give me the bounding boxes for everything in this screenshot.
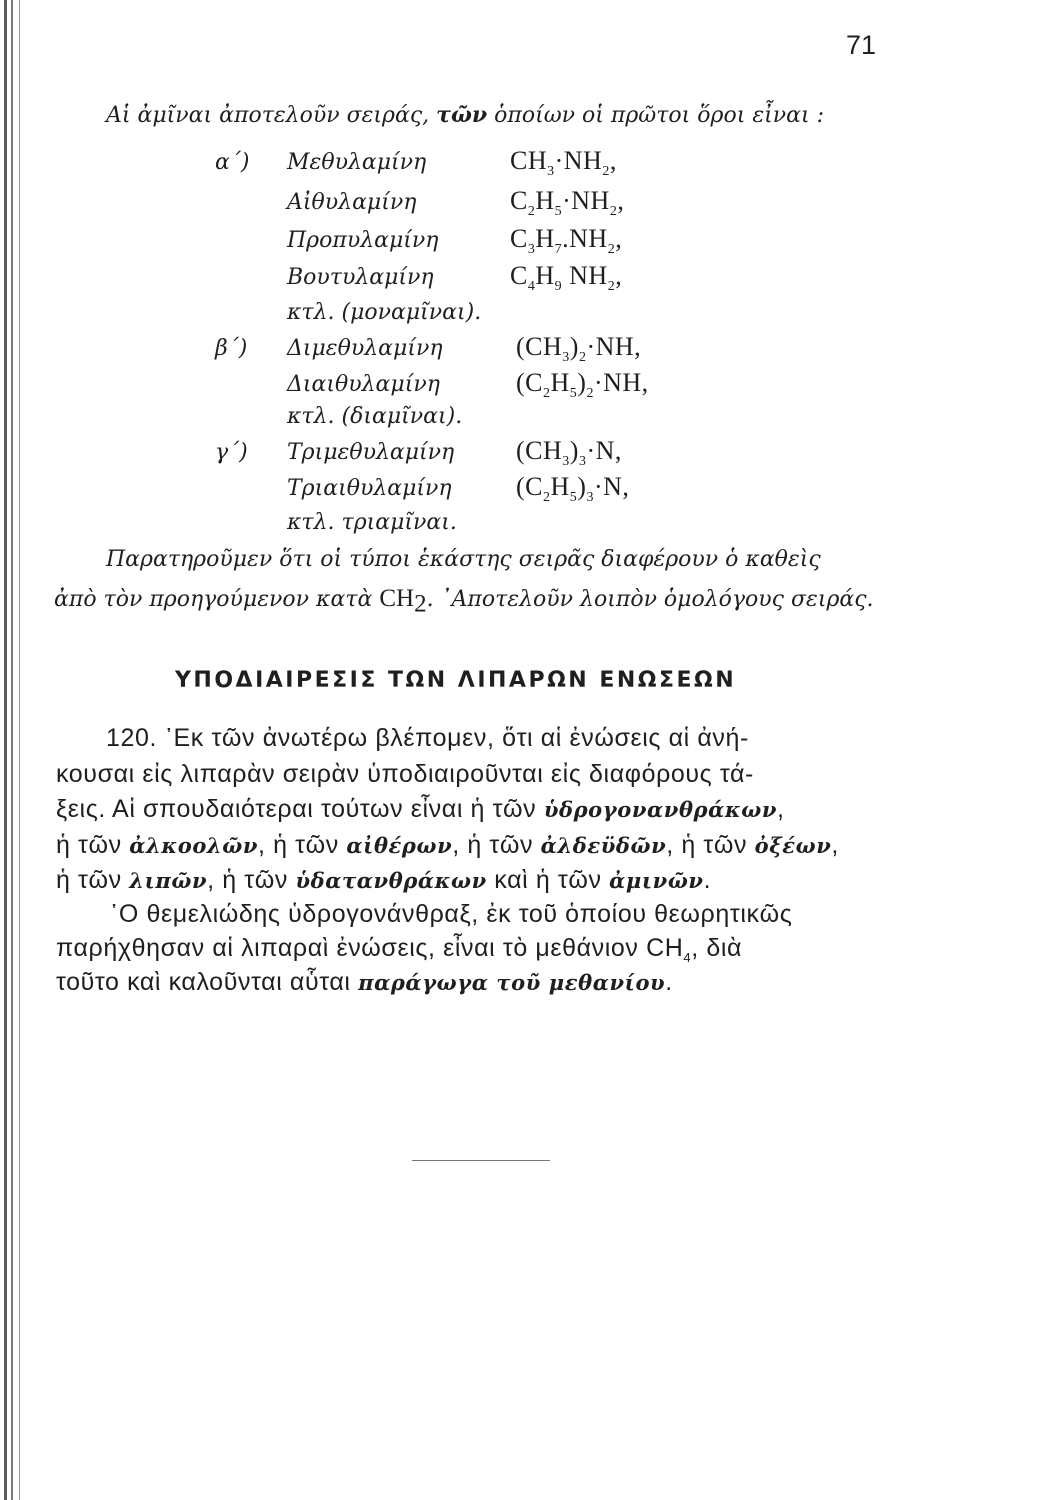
series-label: β΄) bbox=[215, 336, 248, 361]
end-rule bbox=[412, 1160, 550, 1161]
para1-line-2: κουσαι εἰς λιπαρὰν σειρὰν ὑποδιαιροῦνται εἰς διαφόρους τά- bbox=[56, 760, 754, 788]
emph-term: ἀλδεϋδῶν bbox=[540, 833, 667, 858]
amine-formula: $(C_2H_5)_2\cdot NH$, bbox=[516, 368, 649, 402]
intro-rest: ὁποίων οἱ πρῶτοι ὅροι εἶναι : bbox=[487, 103, 825, 128]
emph-term: παράγωγα τοῦ μεθανίου bbox=[358, 970, 666, 995]
series-etc: κτλ. (διαμῖναι). bbox=[287, 404, 463, 429]
series-etc: κτλ. (μοναμῖναι). bbox=[287, 300, 482, 325]
emph-term: αἰθέρων bbox=[346, 833, 453, 858]
para1-line-5: ἡ τῶν λιπῶν, ἡ τῶν ὑδατανθράκων καὶ ἡ τῶν ἀμινῶν. bbox=[56, 866, 712, 894]
amine-name: Βουτυλαμίνη bbox=[287, 265, 434, 290]
amine-name: Διμεθυλαμίνη bbox=[287, 336, 443, 361]
page-number: 71 bbox=[846, 30, 877, 60]
note-line-2: ἀπὸ τὸν προηγούμενον κατὰ $CH_2$. ᾿Αποτελοῦν λοιπὸν ὁμολόγους σειράς. bbox=[54, 585, 874, 618]
amine-name: Διαιθυλαμίνη bbox=[287, 372, 440, 397]
emph-term: ὀξέων bbox=[754, 833, 832, 858]
amine-name: Τριαιθυλαμίνη bbox=[287, 476, 452, 501]
amine-formula: $C_3H_7.NH_2$, bbox=[510, 224, 623, 258]
amine-formula: $C_4H_9$ $NH_2$, bbox=[510, 261, 623, 295]
intro-text: Αἱ ἀμῖναι ἀποτελοῦν σειράς, bbox=[106, 103, 437, 128]
amine-formula: $CH_3\cdot NH_2$, bbox=[510, 146, 617, 180]
series-label: α΄) bbox=[215, 150, 250, 175]
emph-term: ἀμινῶν bbox=[609, 868, 704, 893]
intro-emph: τῶν bbox=[436, 102, 488, 128]
amine-name: Μεθυλαμίνη bbox=[287, 150, 427, 175]
emph-term: λιπῶν bbox=[129, 868, 208, 893]
intro-line bbox=[106, 102, 906, 128]
para2-line-2: παρήχθησαν αἱ λιπαραὶ ἐνώσεις, εἶναι τὸ μεθάνιον $CH_4$, διὰ bbox=[56, 934, 743, 965]
page-edge bbox=[4, 0, 7, 1500]
amine-formula: $(CH_3)_3\cdot N$, bbox=[516, 436, 622, 470]
series-label: γ΄) bbox=[215, 440, 248, 465]
note-line-1: Παρατηροῦμεν ὅτι οἱ τύποι ἑκάστης σειρᾶς διαφέρουν ὁ καθεὶς bbox=[106, 547, 821, 572]
amine-name: Αἰθυλαμίνη bbox=[287, 190, 417, 215]
amine-name: Τριμεθυλαμίνη bbox=[287, 440, 455, 465]
emph-term: ἀλκοολῶν bbox=[129, 833, 259, 858]
series-etc: κτλ. τριαμῖναι. bbox=[287, 510, 457, 535]
page-edge bbox=[19, 0, 20, 1500]
para1-line-1: 120. ᾿Εκ τῶν ἀνωτέρω βλέπομεν, ὅτι αἱ ἐνώσεις αἱ ἀνή- bbox=[106, 724, 749, 752]
para2-line-3: τοῦτο καὶ καλοῦνται αὗται παράγωγα τοῦ μεθανίου. bbox=[56, 968, 673, 996]
amine-formula: $(C_2H_5)_3\cdot N$, bbox=[516, 472, 630, 506]
para2-line-1: ῾Ο θεμελιώδης ὑδρογονάνθραξ, ἐκ τοῦ ὁποίου θεωρητικῶς bbox=[110, 900, 793, 928]
amine-formula: $(CH_3)_2\cdot NH$, bbox=[516, 332, 642, 366]
section-heading: ΥΠΟΔΙΑΙΡΕΣΙΣ ΤΩΝ ΛΙΠΑΡΩΝ ΕΝΩΣΕΩΝ bbox=[175, 668, 737, 693]
amine-name: Προπυλαμίνη bbox=[287, 228, 439, 253]
page-edge bbox=[11, 0, 13, 1500]
para1-line-4: ἡ τῶν ἀλκοολῶν, ἡ τῶν αἰθέρων, ἡ τῶν ἀλδεϋδῶν, ἡ τῶν ὀξέων, bbox=[56, 831, 839, 859]
para1-line-3: ξεις. Αἱ σπουδαιότεραι τούτων εἶναι ἡ τῶν ὑδρογονανθράκων, bbox=[56, 795, 785, 823]
emph-term: ὑδατανθράκων bbox=[295, 868, 487, 893]
emph-term: ὑδρογονανθράκων bbox=[543, 797, 777, 822]
amine-formula: $C_2H_5\cdot NH_2$, bbox=[510, 186, 625, 220]
